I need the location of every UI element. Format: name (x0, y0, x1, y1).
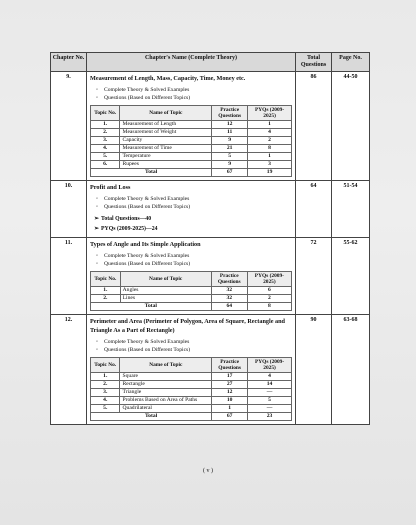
pyq-count: 1 (248, 121, 292, 129)
topic-total-row (91, 169, 292, 177)
total-practice: 67 (212, 413, 248, 421)
chapter-number: 9. (51, 72, 87, 181)
topic-table-heading: Practice Questions (211, 272, 247, 287)
topic-number: 2. (91, 129, 120, 137)
total-label: Total (91, 169, 212, 177)
practice-count: 5 (212, 153, 248, 161)
chapter-bullets (90, 86, 292, 102)
bullet-item: ◦ Complete Theory & Solved Examples (104, 195, 292, 203)
topic-number: 1. (91, 373, 120, 381)
bullet-item: ◦ Complete Theory & Solved Examples (104, 338, 292, 346)
topic-name: Rectangle (120, 381, 212, 389)
summary-line (90, 214, 292, 224)
practice-count: 9 (212, 161, 248, 169)
topic-table-heading: Name of Topic (120, 272, 211, 287)
chapter-number: 10. (51, 181, 87, 238)
topic-number: 3. (91, 389, 120, 397)
total-label: Total (91, 413, 212, 421)
topic-name: Measurement of Length (120, 121, 212, 129)
topic-name: Triangle (120, 389, 212, 397)
topic-table (90, 357, 292, 421)
bullet-item: ◦ Questions (Based on Different Topics) (104, 346, 292, 354)
topic-number: 2. (91, 381, 120, 389)
chapter-title: Perimeter and Area (Perimeter of Polygon, Area of Square, Rectangle and Triangle As a Part of Rectangle) (90, 318, 285, 334)
practice-count: 11 (212, 129, 248, 137)
topic-total-row (91, 413, 292, 421)
total-pyq: 19 (248, 169, 292, 177)
chapter-row (51, 238, 370, 315)
topic-name: Square (120, 373, 212, 381)
topic-table (90, 271, 292, 311)
topic-row (91, 137, 292, 145)
chapter-content (87, 181, 296, 238)
chapter-total-questions: 90 (296, 315, 332, 425)
chapter-content (87, 238, 296, 315)
topic-table-heading: Topic No. (91, 272, 121, 287)
topic-table-heading: PYQs (2009-2025) (248, 358, 292, 373)
topic-row (91, 381, 292, 389)
arrow-icon: ➢ (94, 216, 99, 222)
pyq-count: 2 (248, 137, 292, 145)
topic-name: Quadrilateral (120, 405, 212, 413)
topic-row (91, 145, 292, 153)
pyq-count: — (248, 405, 292, 413)
chapter-total-questions: 72 (296, 238, 332, 315)
total-label: Total (91, 303, 212, 311)
chapter-page-range: 63-68 (332, 315, 370, 425)
chapter-title: Types of Angle and Its Simple Application (90, 241, 201, 248)
pyq-count: 14 (248, 381, 292, 389)
topic-number: 4. (91, 397, 120, 405)
pyq-count: 4 (248, 129, 292, 137)
topic-name: Temperature (120, 153, 212, 161)
total-pyq: 23 (248, 413, 292, 421)
pyq-count: 3 (248, 161, 292, 169)
contents-header-row (51, 53, 370, 72)
contents-table (50, 52, 370, 425)
chapter-number: 11. (51, 238, 87, 315)
pyq-count: 8 (248, 145, 292, 153)
topic-name: Capacity (120, 137, 212, 145)
topic-row (91, 287, 292, 295)
practice-count: 12 (212, 389, 248, 397)
topic-number: 4. (91, 145, 120, 153)
pyq-count: 4 (248, 373, 292, 381)
chapter-total-questions: 86 (296, 72, 332, 181)
topic-number: 1. (91, 287, 121, 295)
topic-row (91, 153, 292, 161)
contents-page (50, 52, 370, 425)
practice-count: 32 (211, 287, 247, 295)
pyq-count: 2 (247, 295, 291, 303)
chapter-title: Measurement of Length, Mass, Capacity, Time, Money etc. (90, 75, 246, 82)
practice-count: 10 (212, 397, 248, 405)
total-pyq: 8 (247, 303, 291, 311)
topic-name: Angles (120, 287, 211, 295)
topic-table-heading: Practice Questions (212, 106, 248, 121)
topic-table-heading: Name of Topic (120, 106, 212, 121)
topic-row (91, 405, 292, 413)
topic-table-header (91, 358, 292, 373)
bullet-item: ◦ Complete Theory & Solved Examples (104, 252, 292, 260)
topic-name: Problems Based on Area of Paths (120, 397, 212, 405)
topic-table-heading: Practice Questions (212, 358, 248, 373)
chapter-content (87, 72, 296, 181)
topic-table-heading: Name of Topic (120, 358, 212, 373)
topic-name: Measurement of Weight (120, 129, 212, 137)
topic-table-heading: PYQs (2009-2025) (248, 106, 292, 121)
topic-table-header (91, 272, 292, 287)
summary-line (90, 224, 292, 234)
pyq-count: — (248, 389, 292, 397)
chapter-total-questions: 64 (296, 181, 332, 238)
chapter-content (87, 315, 296, 425)
header-total-questions: Total Questions (296, 53, 332, 72)
summary-text: Total Questions—40 (101, 216, 152, 222)
chapter-page-range: 55-62 (332, 238, 370, 315)
topic-table-heading: Topic No. (91, 358, 120, 373)
bullet-item: ◦ Questions (Based on Different Topics) (104, 260, 292, 268)
chapter-row (51, 315, 370, 425)
header-page-no: Page No. (332, 53, 370, 72)
header-chapter-name: Chapter's Name (Complete Theory) (87, 53, 296, 72)
bullet-item: ◦ Complete Theory & Solved Examples (104, 86, 292, 94)
practice-count: 1 (212, 405, 248, 413)
chapter-page-range: 44-50 (332, 72, 370, 181)
practice-count: 17 (212, 373, 248, 381)
pyq-count: 6 (247, 287, 291, 295)
chapter-page-range: 51-54 (332, 181, 370, 238)
chapter-row (51, 181, 370, 238)
bullet-item: ◦ Questions (Based on Different Topics) (104, 94, 292, 102)
topic-row (91, 121, 292, 129)
topic-number: 3. (91, 137, 120, 145)
topic-table (90, 105, 292, 177)
topic-row (91, 161, 292, 169)
topic-total-row (91, 303, 292, 311)
topic-number: 2. (91, 295, 121, 303)
topic-name: Lines (120, 295, 211, 303)
practice-count: 9 (212, 137, 248, 145)
bullet-item: ◦ Questions (Based on Different Topics) (104, 203, 292, 211)
topic-number: 1. (91, 121, 120, 129)
header-chapter-no: Chapter No. (51, 53, 87, 72)
topic-row (91, 397, 292, 405)
practice-count: 27 (212, 381, 248, 389)
topic-row (91, 129, 292, 137)
pyq-count: 5 (248, 397, 292, 405)
topic-number: 5. (91, 153, 120, 161)
topic-row (91, 295, 292, 303)
chapter-bullets (90, 252, 292, 268)
practice-count: 12 (212, 121, 248, 129)
pyq-count: 1 (248, 153, 292, 161)
topic-number: 5. (91, 405, 120, 413)
topic-name: Rupees (120, 161, 212, 169)
practice-count: 32 (211, 295, 247, 303)
chapter-number: 12. (51, 315, 87, 425)
topic-row (91, 373, 292, 381)
arrow-icon: ➢ (94, 226, 99, 232)
chapter-row (51, 72, 370, 181)
page-number: ( v ) (203, 468, 213, 474)
topic-number: 6. (91, 161, 120, 169)
topic-name: Measurement of Time (120, 145, 212, 153)
topic-row (91, 389, 292, 397)
topic-table-heading: Topic No. (91, 106, 120, 121)
total-practice: 64 (211, 303, 247, 311)
chapter-bullets (90, 195, 292, 211)
practice-count: 21 (212, 145, 248, 153)
chapter-title: Profit and Loss (90, 184, 131, 191)
summary-text: PYQs (2009-2025)—24 (101, 226, 158, 232)
chapter-bullets (90, 338, 292, 354)
topic-table-header (91, 106, 292, 121)
topic-table-heading: PYQs (2009-2025) (247, 272, 291, 287)
total-practice: 67 (212, 169, 248, 177)
